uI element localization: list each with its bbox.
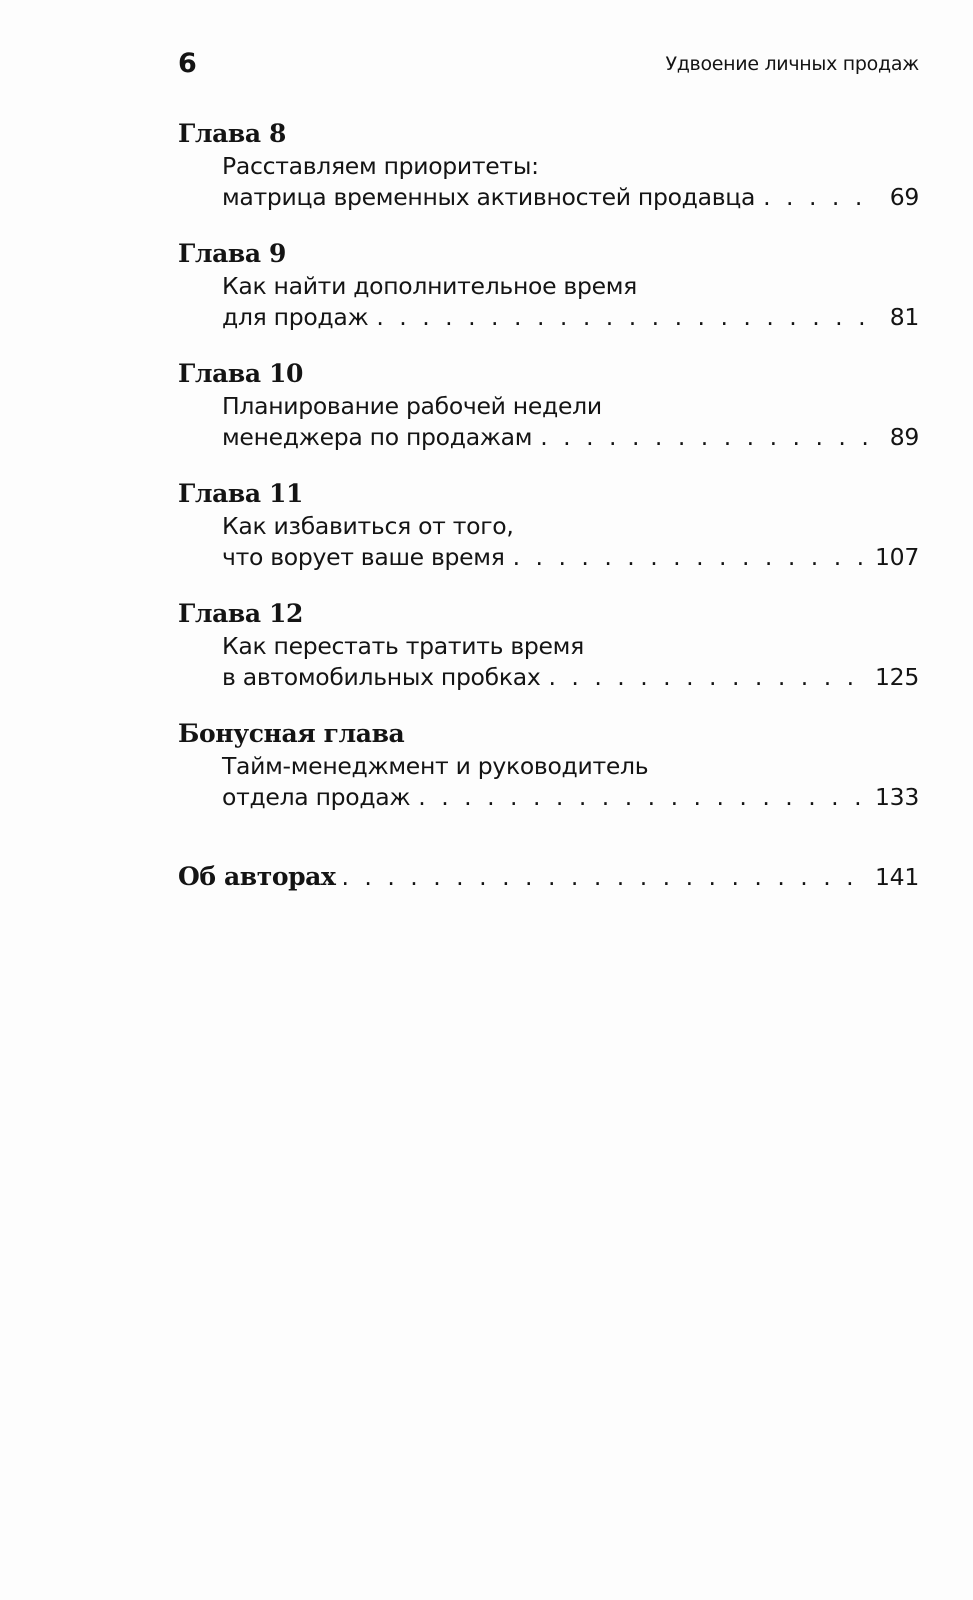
toc-entry-chapter-10: [178, 358, 919, 478]
chapter-title-text: в автомобильных пробках: [222, 663, 541, 691]
chapter-title-line-1: Как перестать тратить время: [222, 632, 584, 660]
chapter-title-line-1: Как избавиться от того,: [222, 512, 514, 540]
chapter-title-line-1: Планирование рабочей недели: [222, 392, 602, 420]
chapter-title-line-1: Тайм-менеджмент и руководитель: [222, 752, 649, 780]
chapter-heading: Глава 8: [178, 119, 286, 148]
chapter-title-line-2: [222, 181, 919, 213]
page-reference: 107: [875, 543, 919, 571]
page-reference: 81: [889, 303, 919, 331]
chapter-heading: Глава 9: [178, 239, 286, 268]
dot-leader: [763, 181, 880, 213]
toc-entry-chapter-8: [178, 118, 919, 238]
page-reference: 133: [875, 783, 919, 811]
chapter-title-line-2: [222, 781, 919, 813]
dot-leader: [513, 541, 865, 573]
chapter-title-line-1: Как найти дополнительное время: [222, 272, 638, 300]
toc-entry-chapter-12: [178, 598, 919, 718]
toc-entry-chapter-9: [178, 238, 919, 358]
running-title: Удвоение личных продаж: [665, 53, 919, 75]
chapter-title-line-2: [222, 541, 919, 573]
chapter-title-line-2: [222, 301, 919, 333]
toc-entry-chapter-11: [178, 478, 919, 598]
page-reference: 141: [875, 863, 919, 891]
dot-leader: [540, 421, 879, 453]
toc-entry-about-authors: [178, 861, 919, 895]
chapter-title-text: что ворует ваше время: [222, 543, 505, 571]
toc-entry-bonus-chapter: [178, 718, 919, 838]
dot-leader: [376, 301, 879, 333]
chapter-heading: Глава 10: [178, 359, 303, 388]
table-of-contents: [178, 118, 919, 838]
page-number: 6: [178, 48, 197, 79]
dot-leader: [548, 661, 865, 693]
chapter-title-text: для продаж: [222, 303, 369, 331]
chapter-title-line-2: [222, 421, 919, 453]
chapter-title-text: матрица временных активностей продавца: [222, 183, 756, 211]
chapter-title-line-1: Расставляем приоритеты:: [222, 152, 539, 180]
chapter-title-text: менеджера по продажам: [222, 423, 533, 451]
chapter-title-text: отдела продаж: [222, 783, 411, 811]
about-authors-heading: Об авторах: [178, 862, 336, 891]
chapter-heading: Глава 12: [178, 599, 303, 628]
page-reference: 69: [889, 183, 919, 211]
dot-leader: [341, 863, 865, 891]
chapter-title-line-2: [222, 661, 919, 693]
dot-leader: [418, 781, 865, 813]
chapter-heading: Бонусная глава: [178, 719, 405, 748]
page-reference: 89: [889, 423, 919, 451]
page-reference: 125: [875, 663, 919, 691]
chapter-heading: Глава 11: [178, 479, 303, 508]
